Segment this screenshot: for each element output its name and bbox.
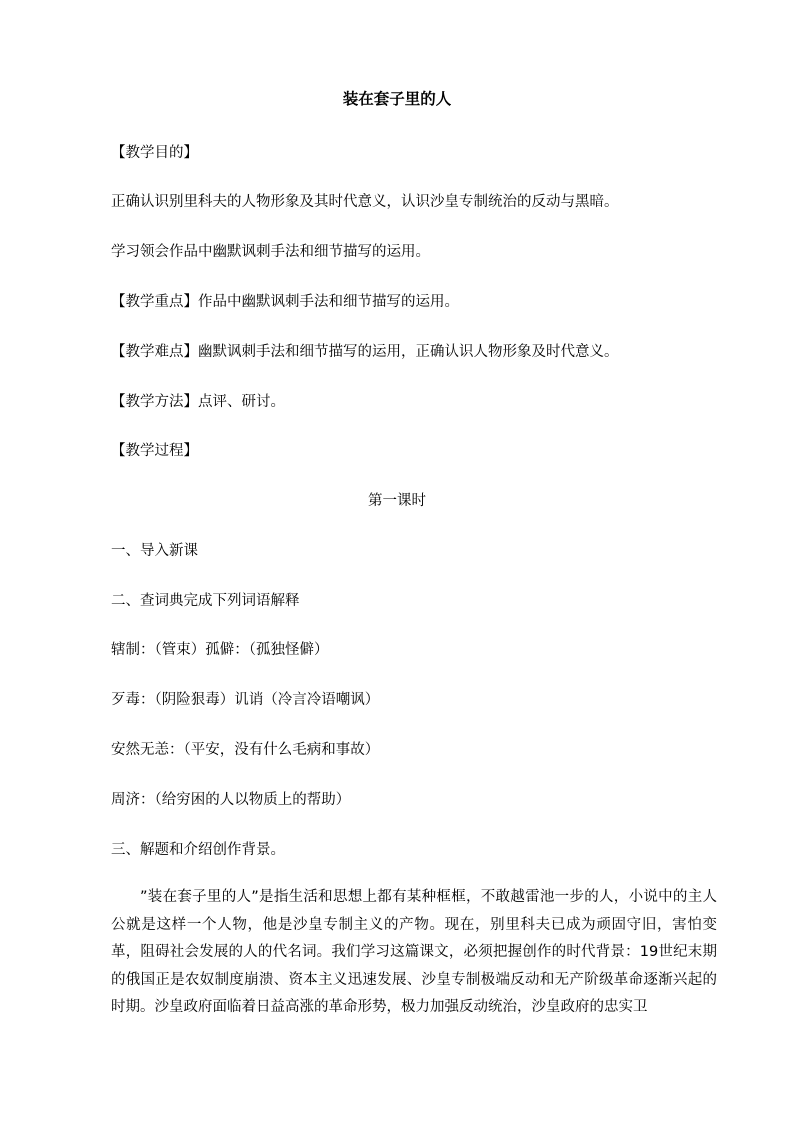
vocab-1: 辖制：（管束）孤僻：（孤独怪僻） — [111, 642, 329, 658]
process-heading: 【教学过程】 — [111, 443, 198, 459]
methods: 【教学方法】点评、研讨。 — [111, 394, 285, 410]
step-1: 一、导入新课 — [111, 543, 198, 559]
objective-1: 正确认识别里科夫的人物形象及其时代意义，认识沙皇专制统治的反动与黑暗。 — [111, 194, 619, 210]
difficulties: 【教学难点】幽默讽刺手法和细节描写的运用，正确认识人物形象及时代意义。 — [111, 344, 619, 360]
objectives-heading: 【教学目的】 — [111, 145, 198, 161]
lesson-title: 第一课时 — [368, 493, 426, 509]
background-paragraph: ”装在套子里的人”是指生活和思想上都有某种框框，不敢越雷池一步的人，小说中的主人公就是这样一个人物，他是沙皇专制主义的产物。现在，别里科夫已成为顽固守旧，害怕变革，阻碍社会发展的人的代名词。我们学习这篇课文，必须把握创作的时代背景：19世纪末期的俄国正是农奴制度崩溃、资本主义迅速发展、沙皇专制极端反动和无产阶级革命逐渐兴起的时期。沙皇政府面临着日益高涨的革命形势，极力加强反动统治，沙皇政府的忠实卫 — [111, 889, 717, 1015]
step-3: 三、解题和介绍创作背景。 — [111, 842, 285, 858]
vocab-4: 周济：（给穷困的人以物质上的帮助） — [111, 792, 351, 808]
objective-2: 学习领会作品中幽默讽刺手法和细节描写的运用。 — [111, 244, 430, 260]
document-title: 装在套子里的人 — [342, 90, 452, 108]
key-points: 【教学重点】作品中幽默讽刺手法和细节描写的运用。 — [111, 294, 459, 310]
vocab-3: 安然无恙：（平安，没有什么毛病和事故） — [111, 742, 380, 758]
step-2: 二、查词典完成下列词语解释 — [111, 593, 300, 609]
vocab-2: 歹毒：（阴险狠毒）讥诮（冷言冷语嘲讽） — [111, 692, 380, 708]
